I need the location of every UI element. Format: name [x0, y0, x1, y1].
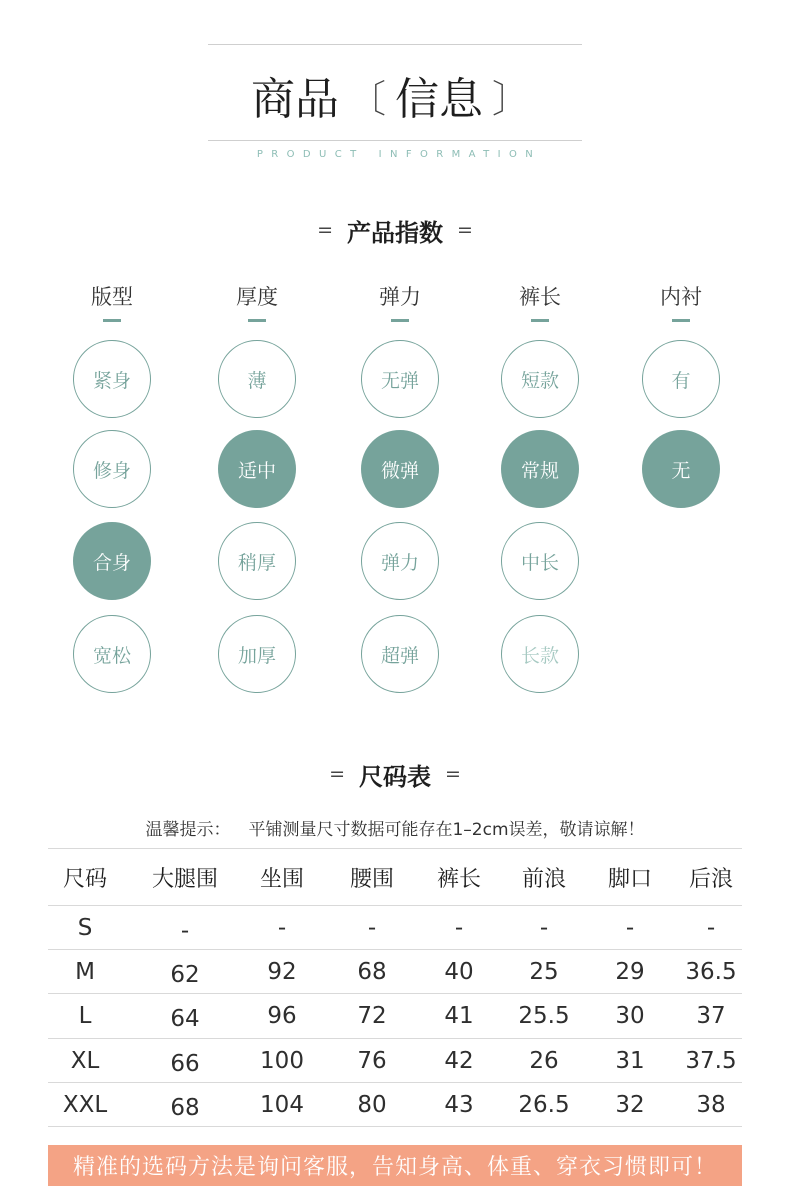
table-row: [48, 949, 742, 993]
stretch-column: [340, 280, 460, 700]
title-right: 信息: [395, 74, 483, 125]
length-column: [480, 280, 600, 700]
size-cell: XXL: [62, 1091, 108, 1118]
header-hip: 坐围: [259, 866, 304, 892]
header-length: 裤长: [436, 866, 481, 892]
hip-cell: 92: [267, 958, 297, 985]
size-chart-heading-text: 尺码表: [359, 762, 431, 791]
fit-column: [52, 280, 172, 700]
back-rise-cell: 36.5: [685, 958, 737, 985]
fit-option: 修身: [73, 430, 151, 508]
hip-cell: 104: [260, 1091, 304, 1118]
thickness-option: 薄: [218, 340, 296, 418]
length-cell: -: [454, 914, 464, 941]
heading-deco-right: =: [457, 219, 473, 241]
table-row: [48, 993, 742, 1038]
fit-option: 紧身: [73, 340, 151, 418]
waist-cell: -: [367, 914, 377, 941]
front-rise-cell: -: [539, 914, 549, 941]
lining-column: [621, 280, 741, 700]
title-left: 商品: [250, 74, 339, 125]
hip-cell: 100: [260, 1047, 304, 1074]
stretch-option: 弹力: [361, 522, 439, 600]
back-rise-cell: 38: [696, 1091, 726, 1118]
waist-cell: 72: [357, 1003, 387, 1029]
table-row: [48, 905, 742, 949]
header-back-rise: 后浪: [688, 866, 733, 892]
header-size: 尺码: [62, 866, 107, 892]
front-rise-cell: 26.5: [518, 1091, 570, 1118]
header-leg-opening: 脚口: [607, 866, 652, 892]
lining-option: 无: [642, 430, 720, 508]
thigh-cell: 62: [170, 961, 200, 988]
tip-label: 温馨提示：: [145, 820, 231, 840]
waist-cell: 80: [357, 1091, 387, 1118]
title-bracket-open: 〔: [347, 76, 386, 121]
tip-text: 平铺测量尺寸数据可能存在1–2cm误差，敬请谅解！: [248, 820, 645, 840]
thigh-cell: 64: [170, 1006, 200, 1032]
stretch-label: 弹力: [379, 285, 421, 309]
subtitle-word-1: PRODUCT: [256, 149, 365, 160]
leg-opening-cell: 31: [615, 1047, 645, 1074]
size-advice-banner: 精准的选码方法是询问客服，告知身高、体重、穿衣习惯即可！: [48, 1145, 742, 1186]
size-chart-heading: [0, 759, 790, 789]
front-rise-cell: 26: [529, 1047, 559, 1074]
fit-label: 版型: [91, 285, 133, 309]
stretch-option: 无弹: [361, 340, 439, 418]
leg-opening-cell: 32: [615, 1091, 645, 1118]
length-option: 短款: [501, 340, 579, 418]
indices-heading: [0, 215, 790, 245]
leg-opening-cell: 29: [615, 958, 645, 985]
lining-option: 有: [642, 340, 720, 418]
back-rise-cell: 37.5: [685, 1047, 737, 1074]
length-cell: 41: [444, 1003, 474, 1029]
length-option: 长款: [501, 615, 579, 693]
length-option: 中长: [501, 522, 579, 600]
page-title: [0, 64, 790, 126]
size-table-header: [48, 848, 742, 905]
waist-cell: 68: [357, 958, 387, 985]
back-rise-cell: 37: [696, 1003, 726, 1029]
back-rise-cell: -: [706, 914, 716, 941]
hip-cell: 96: [267, 1003, 297, 1029]
length-label-underline: [531, 319, 549, 322]
thigh-cell: 66: [170, 1050, 200, 1077]
stretch-option: 微弹: [361, 430, 439, 508]
stretch-option: 超弹: [361, 615, 439, 693]
size-cell: M: [75, 958, 95, 985]
front-rise-cell: 25: [529, 958, 559, 985]
fit-option: 宽松: [73, 615, 151, 693]
length-cell: 42: [444, 1047, 474, 1074]
thickness-option: 适中: [218, 430, 296, 508]
subtitle-word-2: INFORMATION: [378, 149, 542, 160]
heading-deco-right: =: [445, 763, 461, 785]
fit-option: 合身: [73, 522, 151, 600]
length-option: 常规: [501, 430, 579, 508]
fit-label-underline: [103, 319, 121, 322]
table-row: [48, 1038, 742, 1082]
page-subtitle: [0, 149, 790, 160]
thigh-cell: 68: [170, 1094, 200, 1121]
table-row: [48, 1082, 742, 1127]
header-thigh: 大腿围: [151, 866, 218, 892]
header-waist: 腰围: [349, 866, 394, 892]
size-cell: S: [77, 914, 93, 941]
title-bottom-divider: [208, 140, 582, 141]
thickness-option: 稍厚: [218, 522, 296, 600]
measurement-tip: [0, 815, 790, 840]
length-cell: 43: [444, 1091, 474, 1118]
leg-opening-cell: 30: [615, 1003, 645, 1029]
size-table: [48, 848, 742, 1127]
title-top-divider: [208, 44, 582, 45]
title-bracket-close: 〕: [492, 76, 531, 121]
front-rise-cell: 25.5: [518, 1003, 570, 1029]
lining-label-underline: [672, 319, 690, 322]
lining-label: 内衬: [660, 285, 702, 309]
thickness-column: [197, 280, 317, 700]
hip-cell: -: [277, 914, 287, 941]
length-label: 裤长: [519, 285, 561, 309]
size-cell: XL: [70, 1047, 100, 1074]
heading-deco-left: =: [329, 763, 345, 785]
header-front-rise: 前浪: [521, 866, 566, 892]
stretch-label-underline: [391, 319, 409, 322]
thigh-cell: -: [180, 917, 190, 944]
size-cell: L: [78, 1003, 92, 1029]
indices-heading-text: 产品指数: [347, 218, 443, 247]
heading-deco-left: =: [317, 219, 333, 241]
thickness-label-underline: [248, 319, 266, 322]
length-cell: 40: [444, 958, 474, 985]
waist-cell: 76: [357, 1047, 387, 1074]
thickness-option: 加厚: [218, 615, 296, 693]
leg-opening-cell: -: [625, 914, 635, 941]
thickness-label: 厚度: [236, 285, 278, 309]
